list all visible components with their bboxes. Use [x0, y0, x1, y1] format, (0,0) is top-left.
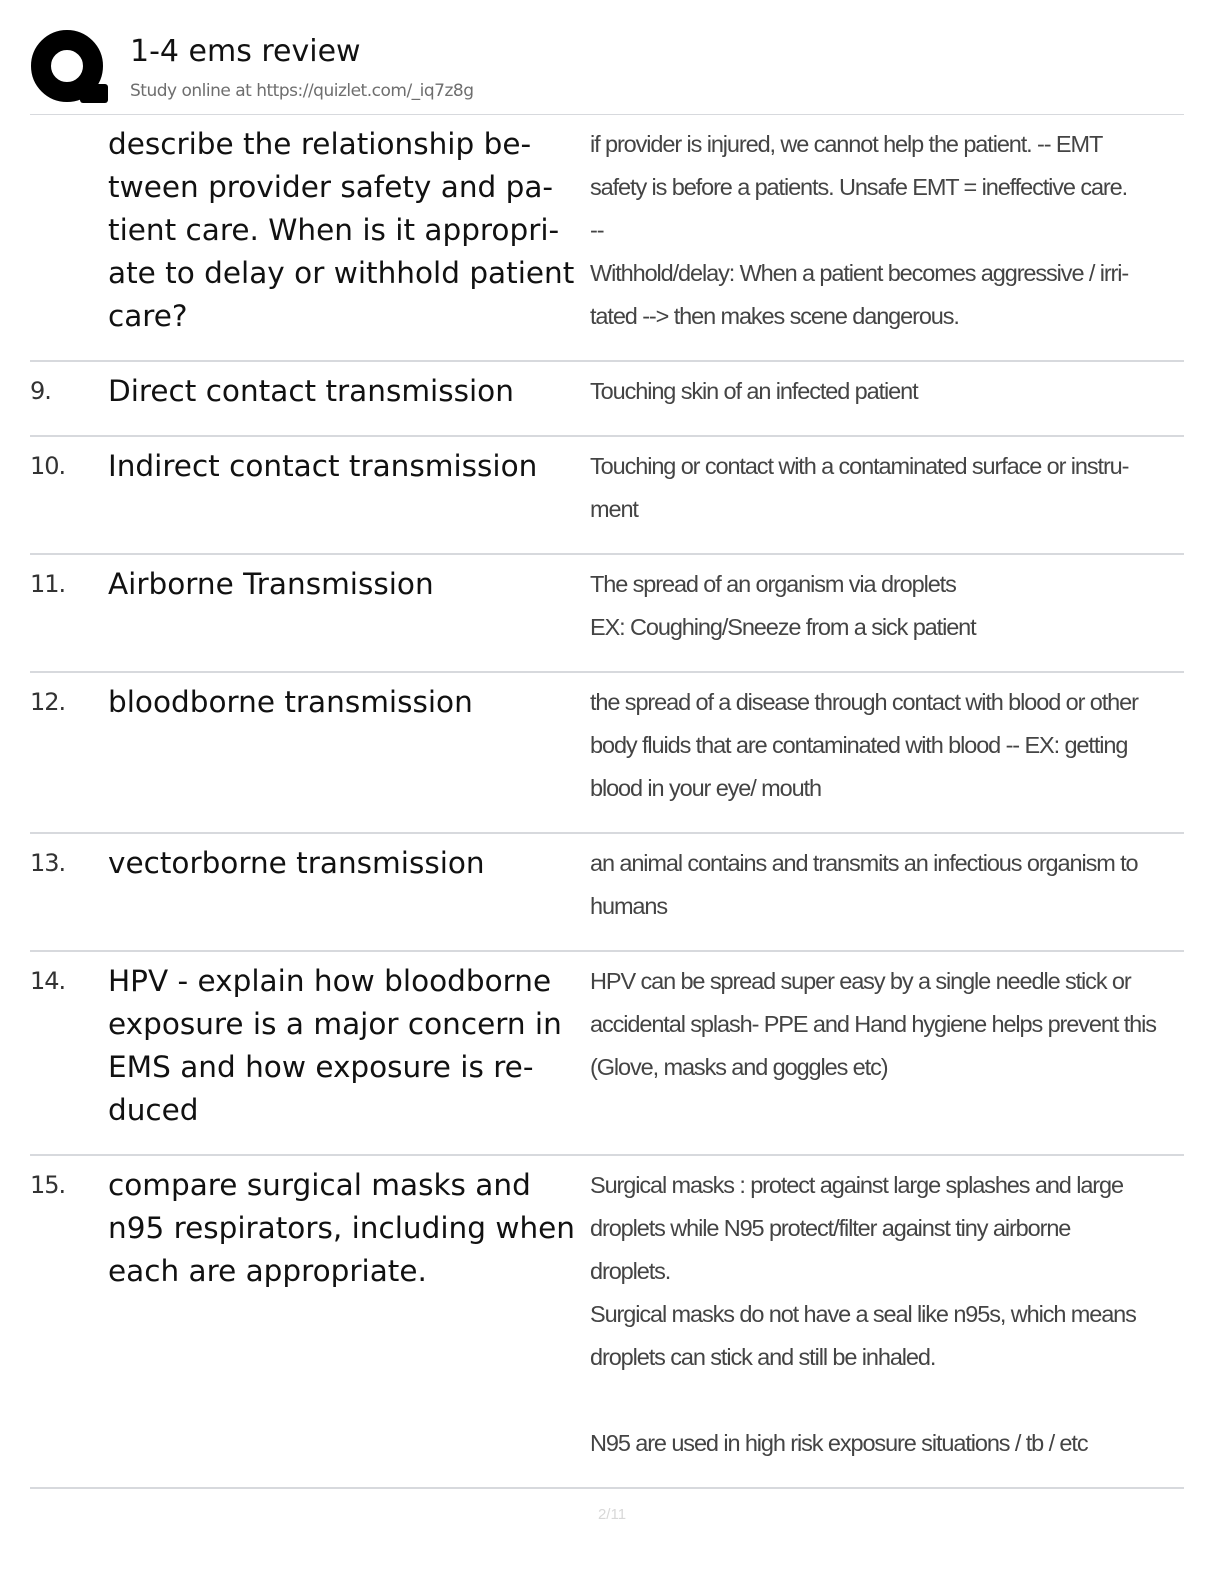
page-number: 2/11: [597, 1506, 627, 1523]
card-number: [30, 123, 108, 338]
card-definition: an animal contains and transmits an infectious organism to humans: [590, 850, 1138, 919]
card-term: describe the relationship be- tween provider safety and pa- tient care. When is it appropri- ate to delay or withhold patient care?: [108, 127, 575, 333]
study-online-link-text: Study online at https://quizlet.com/_iq7z8g: [130, 81, 474, 101]
card-number: 10.: [30, 452, 66, 480]
card-term: bloodborne transmission: [108, 685, 473, 719]
flashcard-row: [30, 673, 1184, 834]
flashcard-list: [30, 115, 1184, 1489]
card-number: 14.: [30, 967, 66, 995]
card-definition: HPV can be spread super easy by a single needle stick or accidental splash- PPE and Hand hygiene helps prevent this (Glove, masks and goggles etc): [590, 968, 1156, 1080]
card-term: Airborne Transmission: [108, 567, 434, 601]
card-number: 11.: [30, 570, 66, 598]
card-number: 13.: [30, 849, 66, 877]
flashcard-row: [30, 115, 1184, 362]
flashcard-row: [30, 555, 1184, 673]
card-term: HPV - explain how bloodborne exposure is a major concern in EMS and how exposure is re- duced: [108, 964, 562, 1127]
card-definition: Touching skin of an infected patient: [590, 378, 918, 404]
quizlet-q-logo-icon: [30, 28, 114, 112]
card-term: Direct contact transmission: [108, 374, 514, 408]
flashcard-row: [30, 362, 1184, 437]
flashcard-row: [30, 1156, 1184, 1489]
header: [30, 28, 1184, 114]
flashcard-row: [30, 952, 1184, 1156]
card-number: 12.: [30, 688, 66, 716]
card-definition: the spread of a disease through contact with blood or other body fluids that are contaminated with blood -- EX: getting blood in your eye/ mouth: [590, 689, 1138, 801]
card-number: 15.: [30, 1171, 66, 1199]
card-term: compare surgical masks and n95 respirators, including when each are appropriate.: [108, 1168, 576, 1288]
document-title: 1-4 ems review: [130, 34, 361, 69]
card-term: vectorborne transmission: [108, 846, 485, 880]
card-definition: The spread of an organism via droplets EX: Coughing/Sneeze from a sick patient: [590, 571, 976, 640]
flashcard-row: [30, 834, 1184, 952]
flashcard-row: [30, 437, 1184, 555]
card-definition: Touching or contact with a contaminated surface or instru- ment: [590, 453, 1129, 522]
card-definition: if provider is injured, we cannot help the patient. -- EMT safety is before a patients. Unsafe EMT = ineffective care. -- Withhold/delay: When a patient becomes aggressive / irri- tated --> then makes scene dangerous.: [590, 131, 1129, 329]
card-number: 9.: [30, 377, 51, 405]
card-definition: Surgical masks : protect against large splashes and large droplets while N95 protect/filter against tiny airborne droplets. Surgical masks do not have a seal like n95s, which means droplets can stick and still be inhaled. N95 are used in high risk exposure situations / tb / etc: [590, 1172, 1136, 1456]
card-term: Indirect contact transmission: [108, 449, 538, 483]
